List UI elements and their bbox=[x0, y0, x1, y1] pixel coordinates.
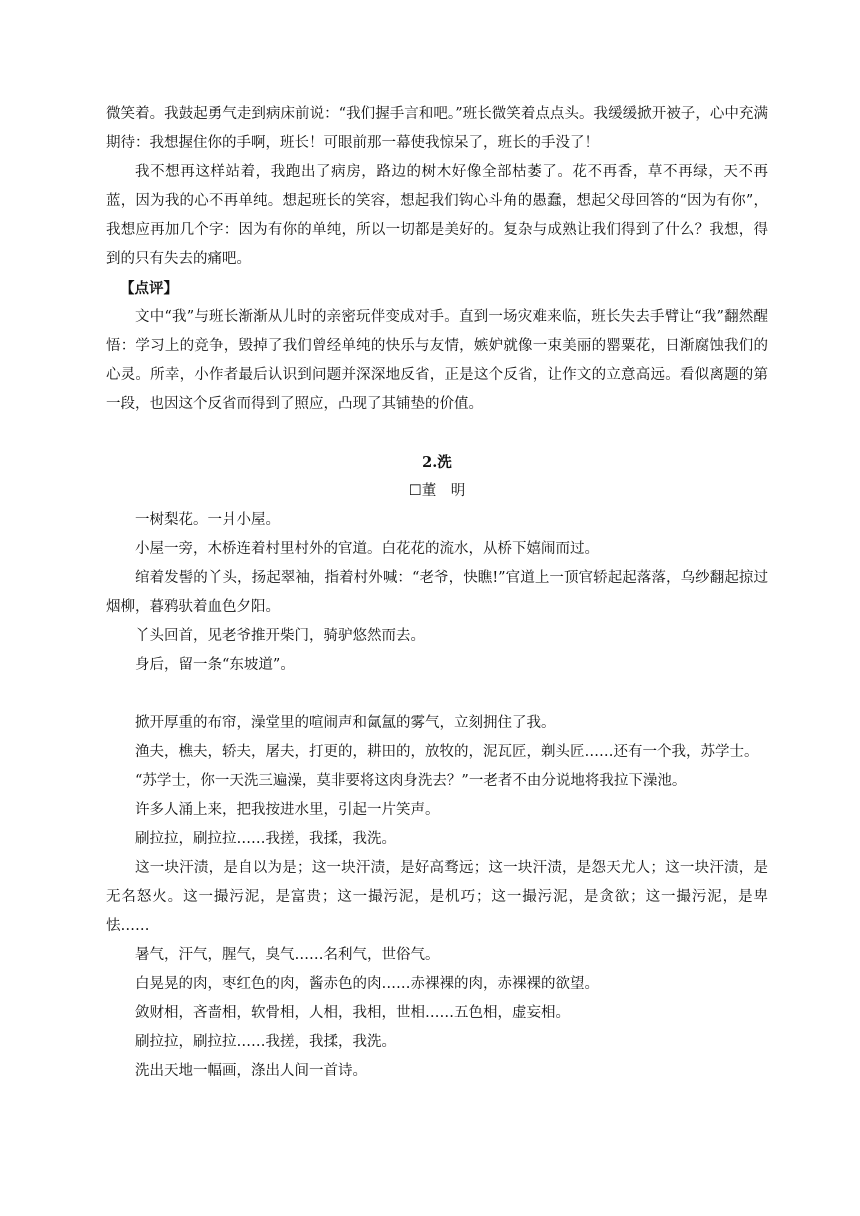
essay2-p2-line-4: 许多人涌上来，把我按进水里，引起一片笑声。 bbox=[135, 802, 440, 818]
essay2-title: 2.洗 bbox=[422, 454, 452, 471]
essay2-p2-line-2: 渔夫，樵夫，轿夫，屠夫，打更的，耕田的，放牧的，泥瓦匠，剃头匠……还有一个我，苏学士。 bbox=[135, 744, 759, 760]
essay2-p2-line-6: 这一块汗渍，是自以为是；这一块汗渍，是好高骛远；这一块汗渍，是怨天尤人；这一块汗渍，是无名怒火。这一撮污泥，是富贵；这一撮污泥，是机巧；这一撮污泥，是贪欲；这一撮污泥，是卑怯…… bbox=[106, 860, 768, 934]
document-page bbox=[106, 100, 768, 1086]
essay1-paragraph-1: 微笑着。我鼓起勇气走到病床前说：“我们握手言和吧。”班长微笑着点点头。我缓缓掀开被子，心中充满期待：我想握住你的手啊，班长！可眼前那一幕使我惊呆了，班长的手没了！ bbox=[106, 106, 768, 151]
comment-heading: 【点评】 bbox=[120, 280, 178, 297]
essay2-p1-line-3: 绾着发髻的丫头，扬起翠袖，指着村外喊：“老爷，快瞧!”官道上一顶官轿起起落落，乌纱翻起掠过烟柳，暮鸦驮着血色夕阳。 bbox=[106, 570, 768, 615]
essay2-p1-line-4: 丫头回首，见老爷推开柴门，骑驴悠然而去。 bbox=[135, 628, 425, 644]
essay2-p1-line-5: 身后，留一条“东坡道”。 bbox=[135, 657, 295, 673]
essay2-p2-line-1: 掀开厚重的布帘，澡堂里的喧闹声和氤氲的雾气，立刻拥住了我。 bbox=[135, 715, 556, 731]
essay1-paragraph-2: 我不想再这样站着，我跑出了病房，路边的树木好像全部枯萎了。花不再香，草不再绿，天不再蓝，因为我的心不再单纯。想起班长的笑容，想起我们钩心斗角的愚蠢，想起父母回答的“因为有你”，我想应再加几个字：因为有你的单纯，所以一切都是美好的。复杂与成熟让我们得到了什么？我想，得到的只有失去的痛吧。 bbox=[106, 164, 768, 267]
essay2-p1-line-1: 一树梨花。一爿小屋。 bbox=[135, 512, 280, 528]
essay2-p2-line-10: 刷拉拉，刷拉拉……我搓，我揉，我洗。 bbox=[135, 1034, 396, 1050]
essay2-p2-line-9: 敛财相，吝啬相，软骨相，人相，我相，世相……五色相，虚妄相。 bbox=[135, 1005, 570, 1021]
essay2-author: ☐董 明 bbox=[408, 483, 466, 499]
essay2-p2-line-11: 洗出天地一幅画，涤出人间一首诗。 bbox=[135, 1063, 367, 1079]
essay2-p2-line-7: 暑气，汗气，腥气，臭气……名利气，世俗气。 bbox=[135, 947, 440, 963]
section-gap bbox=[106, 419, 768, 448]
part-gap bbox=[106, 680, 768, 709]
essay2-p2-line-5: 刷拉拉，刷拉拉……我搓，我揉，我洗。 bbox=[135, 831, 396, 847]
essay2-p2-line-8: 白晃晃的肉，枣红色的肉，酱赤色的肉……赤裸裸的肉，赤裸裸的欲望。 bbox=[135, 976, 599, 992]
essay2-p1-line-2: 小屋一旁，木桥连着村里村外的官道。白花花的流水，从桥下嬉闹而过。 bbox=[135, 541, 599, 557]
essay2-p2-line-3: “苏学士，你一天洗三遍澡，莫非要将这肉身洗去？”一老者不由分说地将我拉下澡池。 bbox=[135, 773, 687, 789]
comment-paragraph: 文中“我”与班长渐渐从儿时的亲密玩伴变成对手。直到一场灾难来临，班长失去手臂让“我”翻然醒悟：学习上的竞争，毁掉了我们曾经单纯的快乐与友情，嫉妒就像一束美丽的罂粟花，日渐腐蚀我们的心灵。所幸，小作者最后认识到问题并深深地反省，正是这个反省，让作文的立意高远。看似离题的第一段，也因这个反省而得到了照应，凸现了其铺垫的价值。 bbox=[106, 309, 768, 412]
